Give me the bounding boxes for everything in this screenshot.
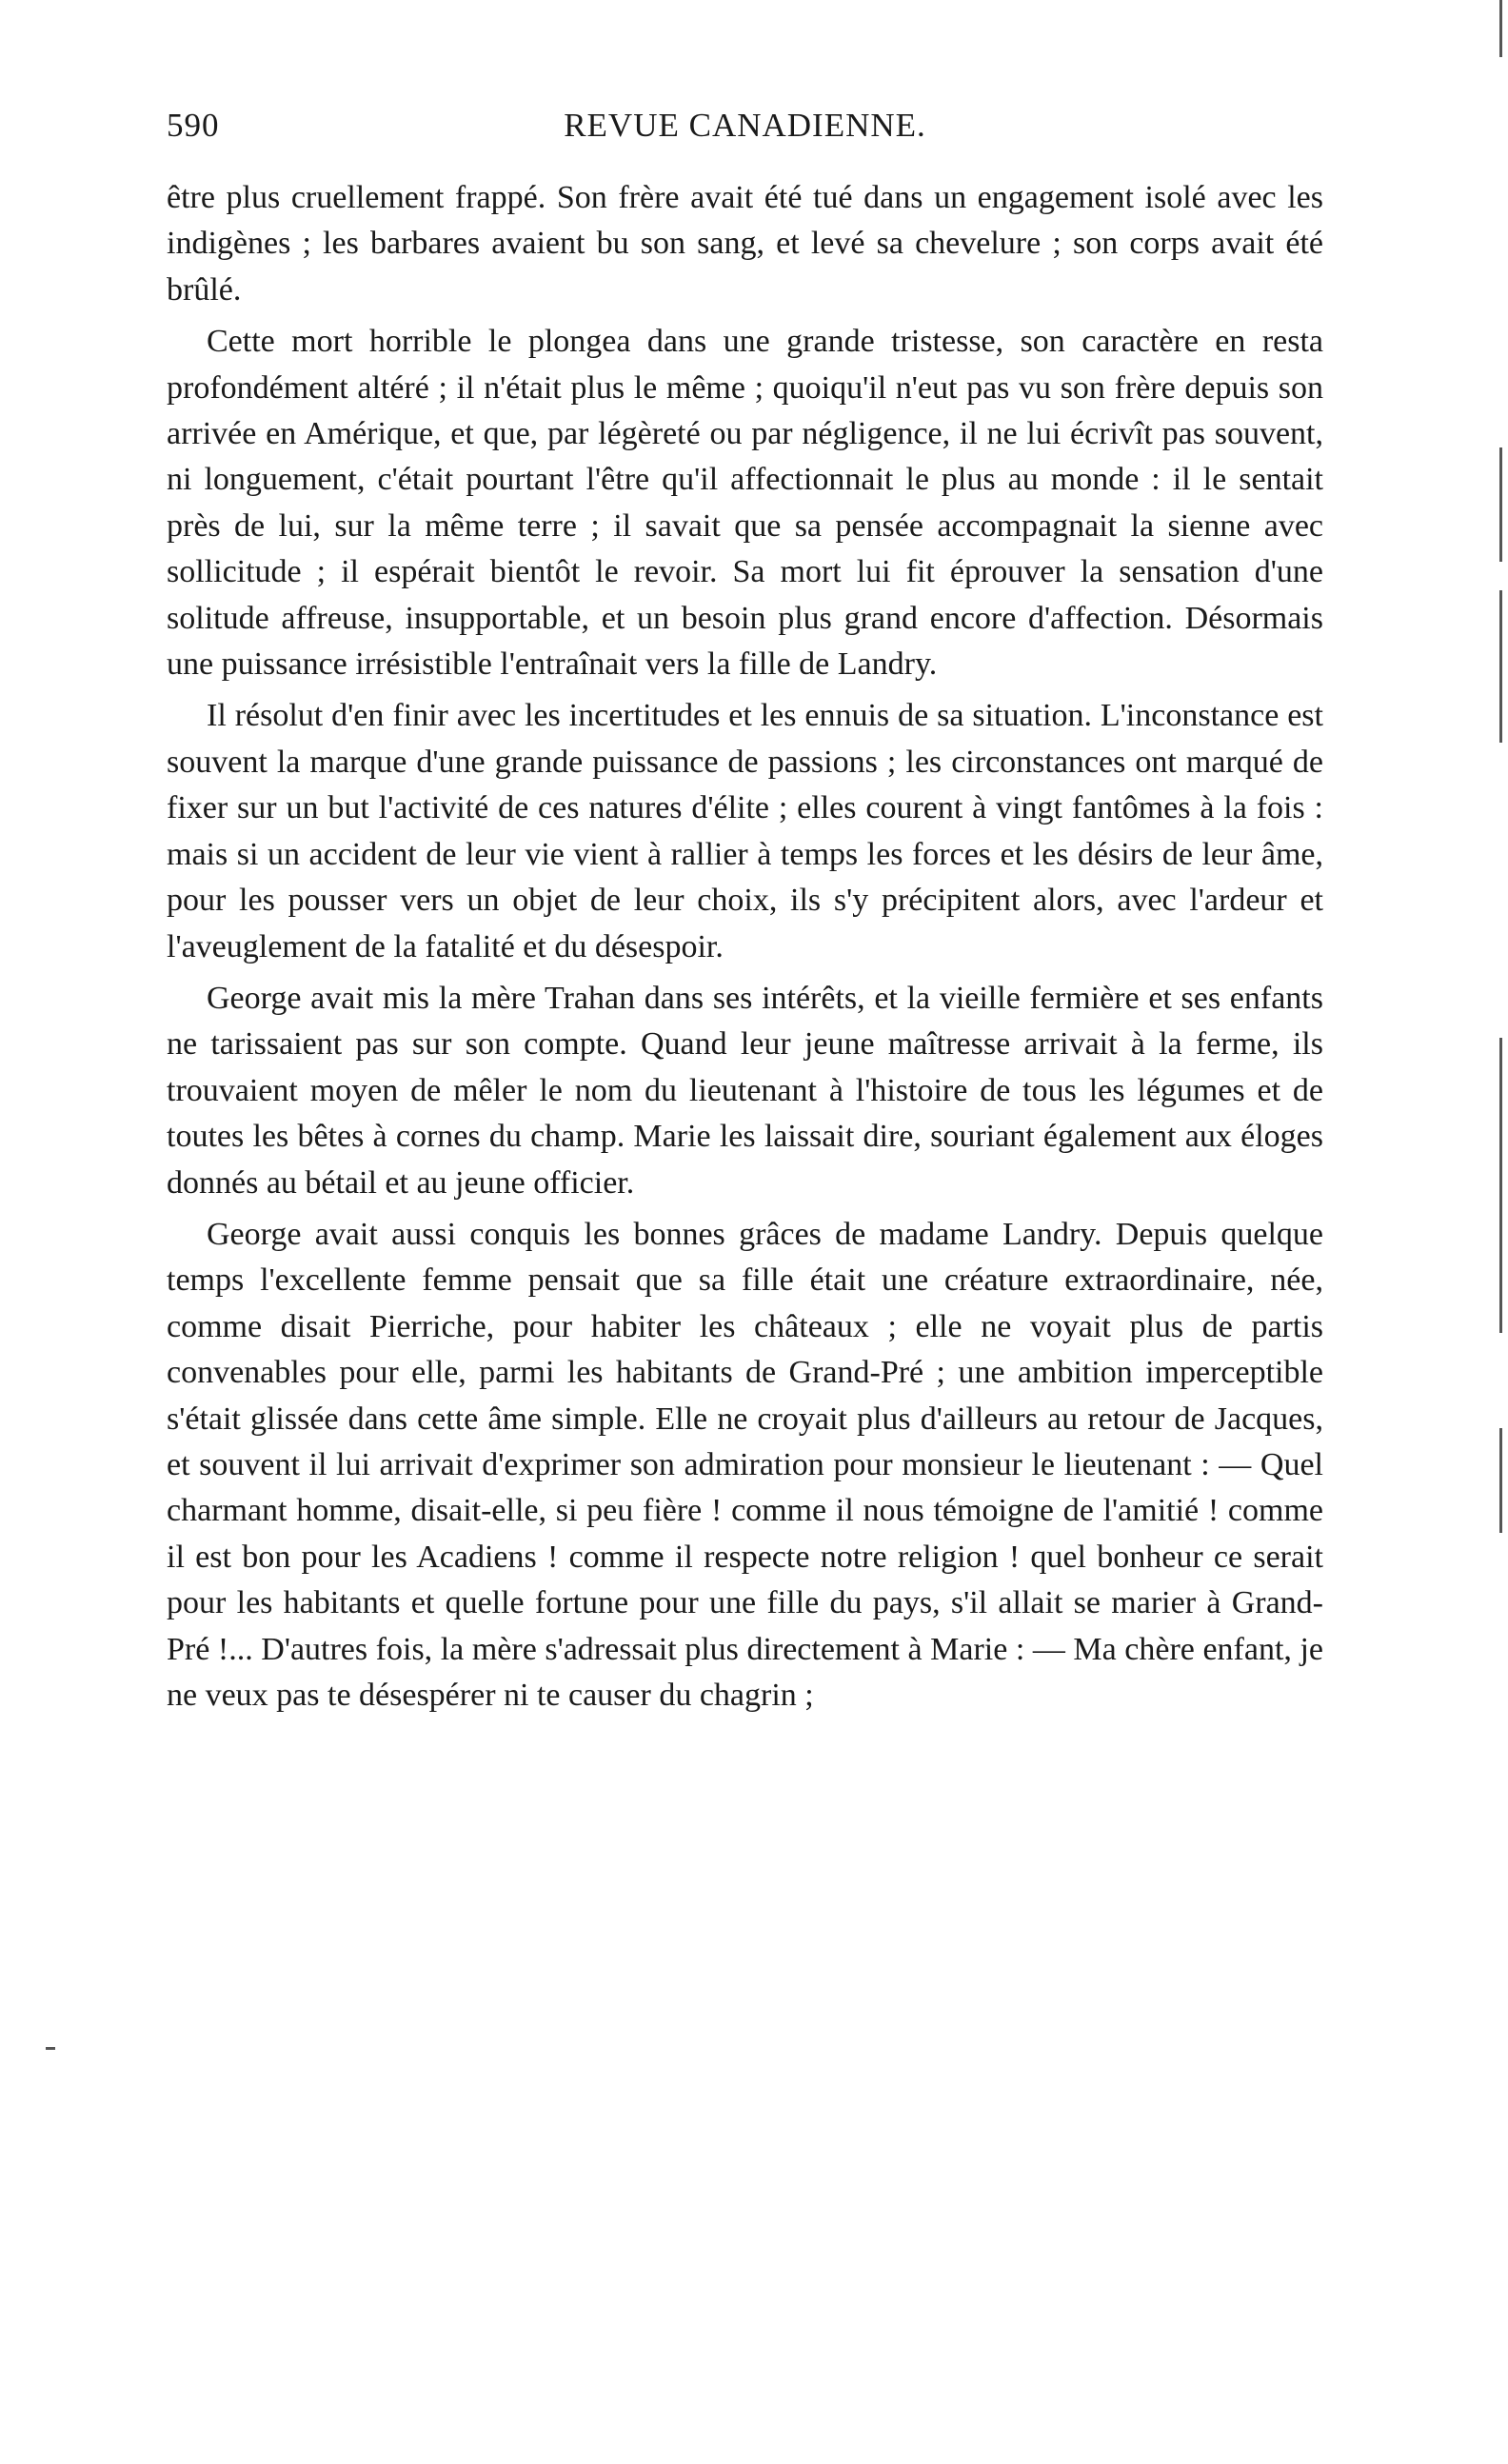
scan-edge-mark <box>1499 1143 1502 1333</box>
paragraph: Cette mort horrible le plongea dans une grande tristesse, son caractère en resta profondément altéré ; il n'était plus le même ; quoiqu'il n'eut pas vu son frère depuis son arrivée en Amérique, et que, par légèreté ou par négligence, il ne lui écrivît pas souvent, ni longuement, c'était pourtant l'être qu'il affectionnait le plus au monde : il le sentait près de lui, sur la même terre ; il savait que sa pensée accompagnait la sienne avec sollicitude ; il espérait bientôt le revoir. Sa mort lui fit éprouver la sensation d'une solitude affreuse, insupportable, et un besoin plus grand encore d'affection. Désormais une puissance irrésistible l'entraînait vers la fille de Landry. <box>167 324 1323 683</box>
scan-edge-mark <box>1499 1428 1502 1533</box>
scan-edge-mark <box>1499 0 1502 57</box>
paragraph-continued: être plus cruellement frappé. Son frère avait été tué dans un engagement isolé avec les indigènes ; les barbares avaient bu son sang, et levé sa chevelure ; son corps avait été brûlé. <box>167 180 1323 308</box>
paragraph: George avait mis la mère Trahan dans ses intérêts, et la vieille fermière et ses enfants ne tarissaient pas sur son compte. Quand leur jeune maîtresse arrivait à la ferme, ils trouvaient moyen de mêler le nom du lieutenant à l'histoire de tous les légumes et de toutes les bêtes à cornes du champ. Marie les laissait dire, souriant également aux éloges donnés au bétail et au jeune officier. <box>167 980 1323 1201</box>
book-page <box>167 107 1323 1719</box>
body-text <box>167 175 1323 1719</box>
paragraph: Il résolut d'en finir avec les incertitudes et les ennuis de sa situation. L'inconstance est souvent la marque d'une grande puissance de passions ; les circonstances ont marqué de fixer sur un but l'activité de ces natures d'élite ; elles courent à vingt fantômes à la fois : mais si un accident de leur vie vient à rallier à temps les forces et les désirs de leur âme, pour les pousser vers un objet de leur choix, ils s'y précipitent alors, avec l'ardeur et l'aveuglement de la fatalité et du désespoir. <box>167 698 1323 964</box>
scan-margin-mark <box>46 2047 55 2050</box>
scan-edge-mark <box>1499 447 1502 562</box>
scan-edge-mark <box>1499 590 1502 743</box>
page-number: 590 <box>167 107 220 144</box>
running-head <box>167 107 1323 154</box>
paragraph: George avait aussi conquis les bonnes grâces de madame Landry. Depuis quelque temps l'excellente femme pensait que sa fille était une créature extraordinaire, née, comme disait Pierriche, pour habiter les châteaux ; elle ne voyait plus de partis convenables pour elle, parmi les habitants de Grand-Pré ; une ambition imperceptible s'était glissée dans cette âme simple. Elle ne croyait plus d'ailleurs au retour de Jacques, et souvent il lui arrivait d'exprimer son admiration pour monsieur le lieutenant : — Quel charmant homme, disait-elle, si peu fière ! comme il nous témoigne de l'amitié ! comme il est bon pour les Acadiens ! comme il respecte notre religion ! quel bonheur ce serait pour les habitants et quelle fortune pour une fille du pays, s'il allait se marier à Grand-Pré !... D'autres fois, la mère s'adressait plus directement à Marie : — Ma chère enfant, je ne veux pas te désespérer ni te causer du chagrin ; <box>167 1216 1323 1713</box>
journal-title: REVUE CANADIENNE. <box>564 107 926 144</box>
